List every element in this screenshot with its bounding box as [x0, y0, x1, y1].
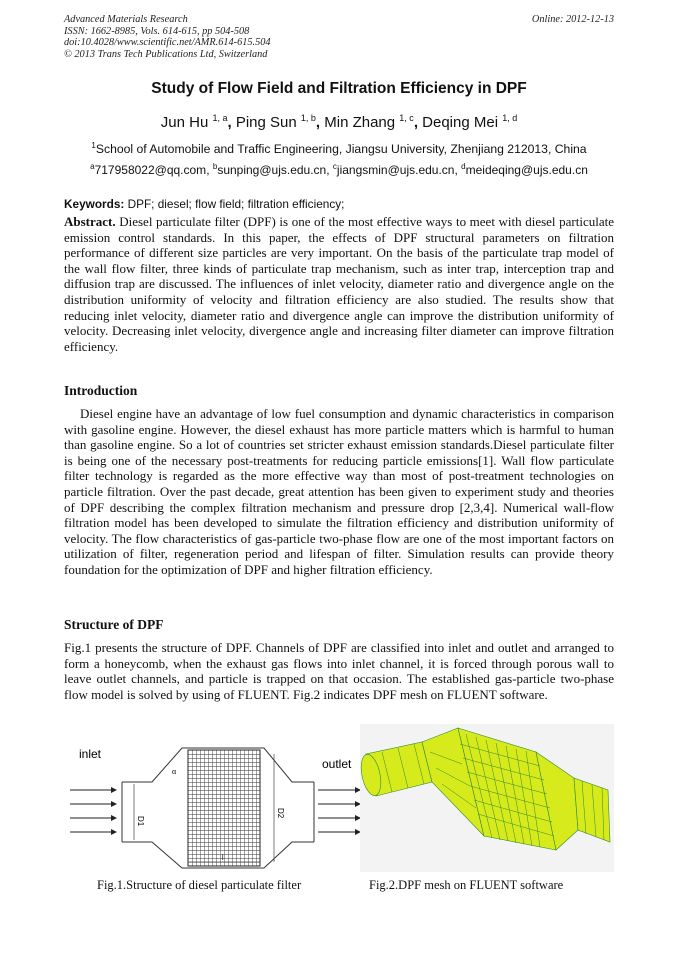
l-label: l	[222, 855, 224, 862]
issn-line: ISSN: 1662-8985, Vols. 614-615, pp 504-508	[64, 25, 250, 37]
paper-title: Study of Flow Field and Filtration Efficiency in DPF	[151, 80, 527, 97]
figure-2-fluent-mesh	[360, 724, 614, 872]
running-header	[64, 14, 271, 60]
email-sup: b	[212, 162, 218, 171]
author-name: Min Zhang	[324, 114, 396, 131]
d1-label: D1	[136, 816, 145, 827]
alpha-label: α	[172, 767, 177, 776]
journal-name: Advanced Materials Research	[64, 14, 188, 25]
figure-1-caption: Fig.1.Structure of diesel particulate filter	[97, 878, 302, 892]
figure-2-caption: Fig.2.DPF mesh on FLUENT software	[369, 878, 564, 892]
doi-line: doi:10.4028/www.scientific.net/AMR.614-615.504	[64, 37, 271, 48]
abstract-text: Diesel particulate filter (DPF) is one of the most effective ways to meet with diesel particulate emission control standards. In this paper, the effects of DPF structural parameters on filtration performance of different size particles are very important. On the basis of the particulate trap model of the wall flow filter, three kinds of particulate trap mechanism, such as inter trap, interception trap and diffusion trap are discussed. The influences of inlet velocity, diameter ratio and divergence angle on the distribution uniformity of velocity and filtration efficiency are also studied. The results show that reducing inlet velocity, diameter ratio and divergence angle can improve the distribution uniformity of velocity. Decreasing inlet velocity, divergence angle and increasing filter diameter can improve filtration efficiency.	[64, 214, 614, 354]
keywords-text: DPF; diesel; flow field; filtration efficiency;	[124, 197, 345, 211]
author-name: Jun Hu	[160, 114, 209, 131]
section-heading-structure: Structure of DPF	[64, 617, 164, 632]
email-sup: a	[90, 162, 95, 171]
author-name: Ping Sun	[235, 114, 297, 131]
introduction-paragraph: Diesel engine have an advantage of low fuel consumption and dynamic characteristics in comparison with gasoline engine. However, the diesel exhaust has more particle matters which is harmful to human than gasoline engine. So a lot of countries set stricter exhaust emission standards.Diesel particulate filter is being one of the necessary post-treatments for reducing particle emissions[1]. Wall flow particulate filter technology is regarded as the more effective way than most of post-treatment technologies on particle filtration. Over the past decade, great attention has been given to experiment study and theories of DPF describing the complex filtration mechanism and pressure drop [2,3,4]. Numerical wall-flow filtration model has been developed to simulate the filtration efficiency and distribution uniformity of velocity. The flow characteristics of gas-particle two-phase flow are one of the most important factors on utilization of filter, regeneration period and lifespan of filter. Simulation results can provide theory foundation for the optimization of DPF and higher filtration efficiency.	[64, 406, 614, 577]
copyright-line: © 2013 Trans Tech Publications Ltd, Switzerland	[64, 48, 268, 60]
honeycomb-filter-body	[188, 750, 260, 866]
email[interactable]: jiangsmin@ujs.edu.cn	[336, 163, 455, 177]
author-affil-sup: 1, a	[212, 113, 228, 123]
email[interactable]: sunping@ujs.edu.cn	[217, 163, 327, 177]
abstract-label: Abstract.	[64, 214, 116, 229]
abstract	[64, 214, 614, 354]
d2-label: D2	[276, 808, 285, 819]
keywords-label: Keywords:	[64, 197, 125, 211]
author-name: Deqing Mei	[422, 114, 499, 131]
affiliation	[0, 141, 678, 156]
online-date: Online: 2012-12-13	[531, 14, 614, 25]
author-list: Jun Hu $^{1, a}$, Ping Sun $^{1, b}$, Min Zhang $^{1, c}$, Deqing Mei $^{1, d}$	[160, 113, 518, 131]
author-affil-sup: 1, d	[502, 113, 518, 123]
affiliation-text: School of Automobile and Traffic Engineering, Jiangsu University, Zhenjiang 212013, China	[95, 142, 587, 156]
email-list: $^a$717958022@qq.com, $^b$sunping@ujs.edu.cn, $^c$jiangsmin@ujs.edu.cn, $^d$meideqing@ujs.edu.cn	[90, 162, 588, 177]
author-affil-sup: 1, b	[300, 113, 316, 123]
email-sup: c	[332, 162, 337, 171]
email[interactable]: 717958022@qq.com	[94, 163, 207, 177]
inlet-label: inlet	[79, 747, 102, 761]
author-affil-sup: 1, c	[399, 113, 414, 123]
outlet-label: outlet	[322, 757, 352, 771]
email[interactable]: meideqing@ujs.edu.cn	[465, 163, 588, 177]
structure-paragraph: Fig.1 presents the structure of DPF. Channels of DPF are classified into inlet and outlet and arranged to form a honeycomb, when the exhaust gas flows into inlet channel, it is forced through porous wall to leave outlet channels, and particle is trapped on that occasion. The established gas-particle two-phase flow model is solved by using of FLUENT. Fig.2 indicates DPF mesh on FLUENT software.	[64, 640, 614, 702]
figure-1-dpf-structure	[64, 738, 364, 873]
affiliation-sup: 1	[91, 141, 96, 150]
keywords	[64, 197, 616, 211]
section-heading-introduction: Introduction	[64, 383, 138, 398]
email-sup: d	[461, 162, 466, 171]
